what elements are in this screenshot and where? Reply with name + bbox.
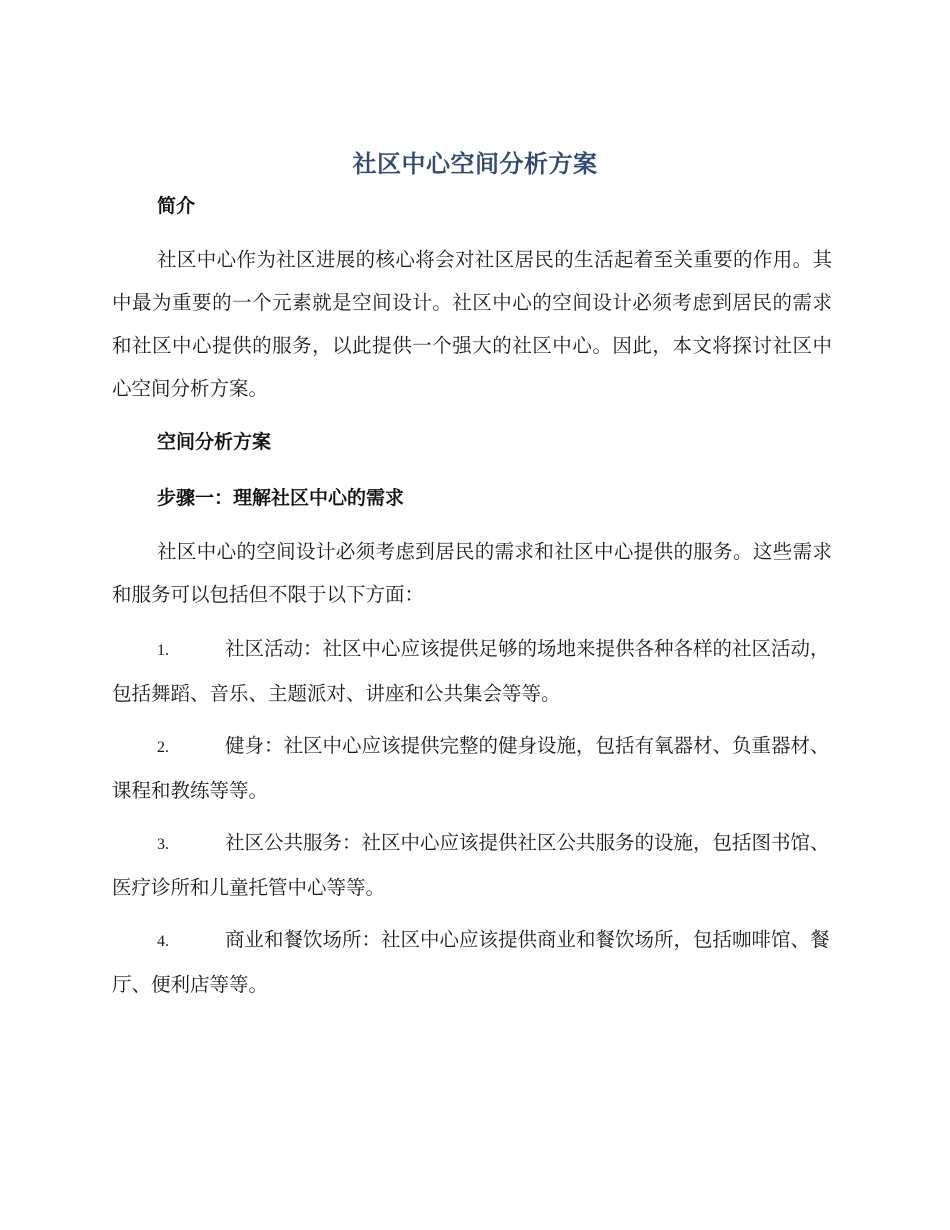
intro-heading: 简介 [157, 195, 196, 217]
list-text: 健身：社区中心应该提供完整的健身设施，包括有氧器材、负重器材、课程和教练等等。 [112, 734, 830, 802]
step1-paragraph: 社区中心的空间设计必须考虑到居民的需求和社区中心提供的服务。这些需求和服务可以包括但不限于以下方面： [112, 540, 832, 606]
list-text: 社区公共服务：社区中心应该提供社区公共服务的设施，包括图书馆、医疗诊所和儿童托管中心等等。 [112, 831, 830, 899]
list-item [112, 918, 832, 1006]
list-text: 社区活动：社区中心应该提供足够的场地来提供各种各样的社区活动，包括舞蹈、音乐、主题派对、讲座和公共集会等等。 [112, 637, 830, 705]
step1-heading: 步骤一：理解社区中心的需求 [157, 487, 405, 509]
list-item [112, 724, 832, 812]
list-number: 3. [157, 836, 169, 853]
list-item [112, 627, 832, 715]
list-number: 1. [157, 642, 169, 659]
list-number: 4. [157, 933, 169, 950]
document-title: 社区中心空间分析方案 [352, 150, 598, 178]
list-text: 商业和餐饮场所：社区中心应该提供商业和餐饮场所，包括咖啡馆、餐厅、便利店等等。 [112, 928, 830, 996]
list-number: 2. [157, 739, 169, 756]
list-item [112, 821, 832, 909]
plan-heading: 空间分析方案 [157, 431, 272, 453]
intro-paragraph: 社区中心作为社区进展的核心将会对社区居民的生活起着至关重要的作用。其中最为重要的一个元素就是空间设计。社区中心的空间设计必须考虑到居民的需求和社区中心提供的服务，以此提供一个强大的社区中心。因此，本文将探讨社区中心空间分析方案。 [112, 248, 832, 400]
